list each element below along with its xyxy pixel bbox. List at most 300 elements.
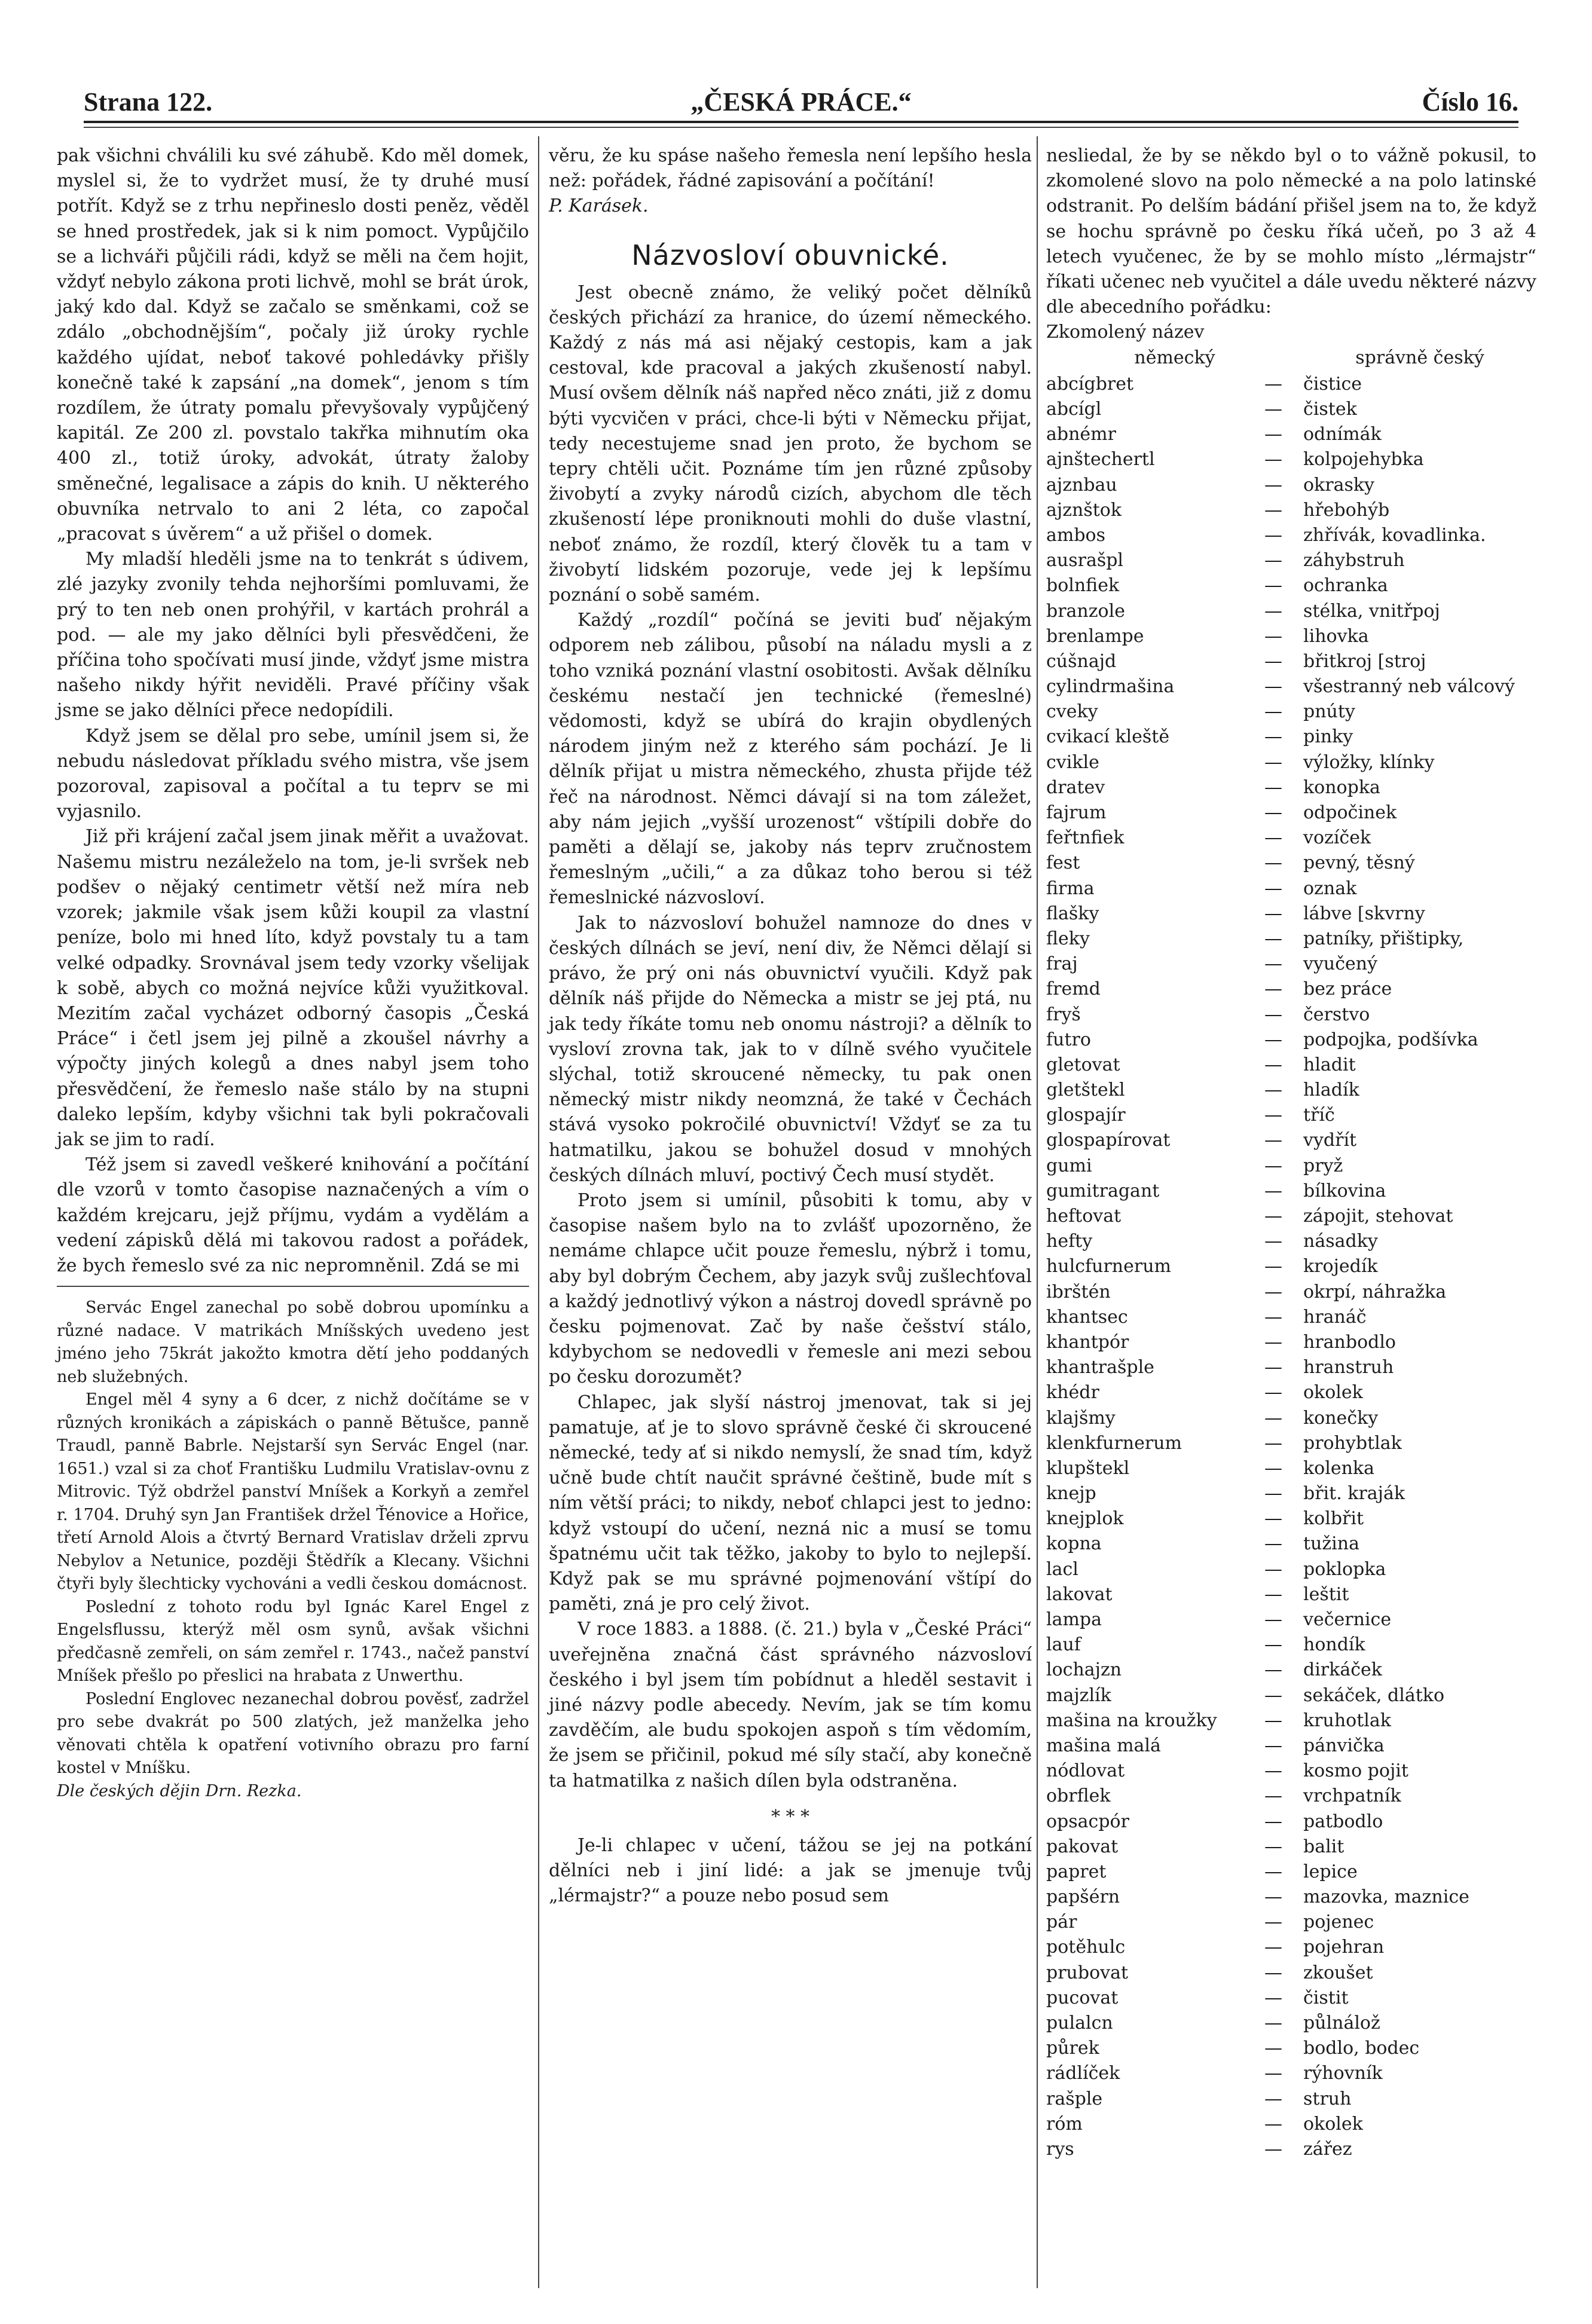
- glossary-row: [1046, 1607, 1536, 1632]
- glossary-row: [1046, 372, 1536, 397]
- column-divider-1: [538, 136, 539, 2288]
- glossary-czech-term: vydřít: [1303, 1130, 1357, 1151]
- glossary-czech-term: vyučený: [1303, 953, 1378, 975]
- glossary-row: [1046, 649, 1536, 674]
- glossary-czech-term: zkoušet: [1303, 1962, 1373, 1983]
- glossary-row: [1046, 1986, 1536, 2011]
- glossary-german-term: knejp: [1046, 1483, 1096, 1505]
- glossary-row: [1046, 952, 1536, 977]
- glossary-german-term: pakovat: [1046, 1836, 1119, 1857]
- glossary-german-term: ausrašpl: [1046, 550, 1124, 571]
- glossary-german-term: rašple: [1046, 2088, 1103, 2109]
- glossary-german-term: róm: [1046, 2113, 1083, 2135]
- glossary-dash: —: [1264, 1029, 1282, 1050]
- glossary-czech-term: břit. kraják: [1303, 1483, 1405, 1505]
- glossary-row: [1046, 724, 1536, 750]
- glossary-german-term: papret: [1046, 1861, 1107, 1882]
- glossary-german-term: rádlíček: [1046, 2063, 1120, 2084]
- glossary-dash: —: [1264, 625, 1282, 647]
- glossary-german-term: klajšmy: [1046, 1407, 1116, 1429]
- glossary-row: [1046, 1885, 1536, 1910]
- glossary-dash: —: [1264, 1634, 1282, 1656]
- glossary-german-term: lacl: [1046, 1558, 1078, 1580]
- glossary-czech-term: oznak: [1303, 877, 1357, 899]
- glossary-german-term: lochajzn: [1046, 1659, 1122, 1681]
- glossary-row: [1046, 1834, 1536, 1860]
- glossary-czech-term: lábve [skvrny: [1303, 903, 1425, 924]
- glossary-german-term: fryš: [1046, 1004, 1081, 1025]
- glossary-german-term: abcígl: [1046, 399, 1102, 420]
- glossary-row: [1046, 1683, 1536, 1708]
- glossary-row: [1046, 1658, 1536, 1683]
- glossary-dash: —: [1264, 1407, 1282, 1429]
- article-paragraph: Proto jsem si umínil, působiti k tomu, aby v časopise našem bylo na to zvlášť upozorněno, že nemáme chlapce učit pouze řemeslu, nýbrž i tomu, aby byl dobrým Čechem, aby jazyk svůj zušlechťoval a každý jednotlivý výkon a nástroj dovedl správně po česku pojmenovat. Zač by naše češství stálo, kdybychom se nedovedli v řemesle ani mezi sebou po česku dorozumět?: [549, 1189, 1032, 1388]
- glossary-dash: —: [1264, 1357, 1282, 1378]
- glossary-czech-term: vrchpatník: [1303, 1785, 1401, 1807]
- glossary-row: [1046, 1506, 1536, 1531]
- section-stars: * * *: [771, 1806, 810, 1827]
- glossary-dash: —: [1264, 1054, 1282, 1075]
- article-paragraph: Je-li chlapec v učení, tážou se jej na potkání dělníci neb i jiní lidé: a jak se jmenuje tvůj „lérmajstr?“ a pouze nebo posud sem: [549, 1835, 1032, 1907]
- glossary-czech-term: mazovka, maznice: [1303, 1886, 1469, 1908]
- glossary-dash: —: [1264, 449, 1282, 470]
- glossary-czech-term: kosmo pojit: [1303, 1760, 1408, 1782]
- glossary-row: [1046, 1280, 1536, 1305]
- glossary-dash: —: [1264, 676, 1282, 698]
- glossary-dash: —: [1264, 2138, 1282, 2160]
- glossary-dash: —: [1264, 424, 1282, 445]
- history-paragraph: Servác Engel zanechal po sobě dobrou upomínku a různé nadace. V matrikách Mníšských uvedeno jest jméno jeho 75krát jakožto kmotra dětí jeho poddaných neb služebných.: [57, 1298, 529, 1386]
- glossary-row: [1046, 1708, 1536, 1733]
- glossary-row: [1046, 447, 1536, 472]
- article-paragraph: pak všichni chválili ku své záhubě. Kdo měl domek, myslel si, že to vydržet musí, že ty druhé musí potřít. Když se z trhu nepřineslo dosti peněz, věděl se hned prostředek, jak si k nim pomoct. Vypůjčilo se a lichváři půjčili rádi, když se měli na čem hojit, vždyť nebylo zákona proti lichvě, mohl se brát úrok, jaký kdo dal. Když se začalo se směnkami, což se zdálo „obchodnějším“, počaly již úroky rychle každého ujídat, neboť takové pohledávky přišly konečně také k zapsání „na domek“, jenom s tím rozdílem, že útraty pomalu převyšovaly vypůjčený kapitál. Ze 200 zl. povstalo takřka mihnutím oka 400 zl., totiž úroky, advokát, útraty žaloby směnečné, legalisace a zápis do knih. U některého obuvníka netrvalo to ani 2 léta, co započal „pracovat s úvěrem“ a už přišel o domek.: [57, 145, 529, 545]
- glossary-dash: —: [1264, 701, 1282, 723]
- glossary-czech-term: pánvička: [1303, 1735, 1385, 1756]
- glossary-dash: —: [1264, 1382, 1282, 1403]
- glossary-row: [1046, 800, 1536, 825]
- glossary-dash: —: [1264, 1760, 1282, 1782]
- glossary-german-term: fraj: [1046, 953, 1078, 975]
- glossary-dash: —: [1264, 802, 1282, 824]
- glossary-row: [1046, 1481, 1536, 1506]
- glossary-czech-term: čistek: [1303, 399, 1357, 420]
- glossary-caption: Zkomolený název: [1046, 322, 1205, 343]
- glossary-czech-term: poklopka: [1303, 1558, 1386, 1580]
- glossary-row: [1046, 851, 1536, 876]
- article-paragraph: Když jsem se dělal pro sebe, umínil jsem si, že nebudu následovat příkladu svého mistra, vše jsem pozoroval, zapisoval a počítal a tu teprv se mi vyjasnilo.: [57, 725, 529, 822]
- glossary-german-term: feřtnfiek: [1046, 827, 1125, 849]
- glossary-czech-term: okolek: [1303, 1382, 1363, 1403]
- glossary-czech-term: vozíček: [1303, 827, 1371, 849]
- glossary-row: [1046, 977, 1536, 1002]
- glossary-dash: —: [1264, 1861, 1282, 1882]
- glossary-row: [1046, 1380, 1536, 1405]
- glossary-dash: —: [1264, 953, 1282, 975]
- glossary-german-term: hulcfurnerum: [1046, 1256, 1171, 1277]
- glossary-dash: —: [1264, 600, 1282, 622]
- glossary-czech-term: pojenec: [1303, 1912, 1374, 1933]
- glossary-dash: —: [1264, 2063, 1282, 2084]
- glossary-dash: —: [1264, 1256, 1282, 1277]
- glossary-german-term: mašina malá: [1046, 1735, 1161, 1756]
- glossary-german-term: gumi: [1046, 1155, 1092, 1176]
- glossary-german-term: gumitragant: [1046, 1180, 1160, 1201]
- glossary-czech-term: krojedík: [1303, 1256, 1378, 1277]
- glossary-row: [1046, 876, 1536, 901]
- glossary-german-term: branzole: [1046, 600, 1125, 622]
- glossary-row: [1046, 422, 1536, 447]
- glossary-german-term: kopna: [1046, 1533, 1102, 1555]
- glossary-dash: —: [1264, 726, 1282, 748]
- glossary-row: [1046, 599, 1536, 624]
- glossary-german-term: ajznbau: [1046, 474, 1117, 496]
- glossary-german-term: obrflek: [1046, 1785, 1111, 1807]
- article-paragraph: V roce 1883. a 1888. (č. 21.) byla v „České Práci“ uveřejněna značná část správného názvosloví českého i byl jsem tím pobídnut a hleděl sestavit i jiné názvy podle abecedy. Nevím, jak se tím komu zavděčím, ale budu spokojen aspoň s tím vědomím, že jsem se přičinil, pokud mé síly stačí, aby konečně ta hatmatilka z našich dílen byla odstraněna.: [549, 1619, 1032, 1791]
- glossary-dash: —: [1264, 1659, 1282, 1681]
- glossary-czech-term: kolpojehybka: [1303, 449, 1424, 470]
- glossary-dash: —: [1264, 2113, 1282, 2135]
- glossary-dash: —: [1264, 1558, 1282, 1580]
- glossary-row: [1046, 1078, 1536, 1103]
- glossary-czech-term: sekáček, dlátko: [1303, 1684, 1445, 1706]
- glossary-row: [1046, 548, 1536, 573]
- glossary-german-term: pár: [1046, 1912, 1077, 1933]
- glossary-german-term: ajznštok: [1046, 499, 1122, 521]
- glossary-german-term: glospapírovat: [1046, 1130, 1171, 1151]
- glossary-dash: —: [1264, 1080, 1282, 1101]
- glossary-row: [1046, 1809, 1536, 1834]
- article-paragraph: nesliedal, že by se někdo byl o to vážně pokusil, to zkomolené slovo na polo německé a na polo latinské odstranit. Po delším bádání přišel jsem na to, že když se hochu správně po česku říká učeň, po 3 až 4 letech vyučenec, že by se mohlo místo „lérmajstr“ říkati učenec neb vyučitel a dále uvedu některé názvy dle abecedního pořádku:: [1046, 145, 1536, 318]
- glossary-row: [1046, 775, 1536, 800]
- glossary-german-term: majzlík: [1046, 1684, 1111, 1706]
- glossary-german-term: mašina na kroužky: [1046, 1710, 1217, 1731]
- glossary-czech-term: lepice: [1303, 1861, 1358, 1882]
- glossary-german-term: ibrštén: [1046, 1281, 1111, 1302]
- glossary-col-german: německý: [1134, 347, 1215, 368]
- glossary-row: [1046, 901, 1536, 926]
- glossary-german-term: pulalcn: [1046, 2013, 1113, 2034]
- glossary-dash: —: [1264, 1912, 1282, 1933]
- glossary-dash: —: [1264, 399, 1282, 420]
- glossary-table: [1046, 372, 1536, 2162]
- article-paragraph: Jak to názvosloví bohužel namnoze do dnes v českých dílnách se jeví, není div, že Němci dělají si právo, že prý oni nás obuvnictví vyučili. Když pak dělník náš přijde do Německa a mistr se jej ptá, nu jak tedy říkáte tomu neb onomu nástroji? a dělník to vysloví zrovna tak, jak to v dílně svého vyučitele slýchal, totiž skroucené německy, tu pak onen německý mistr nikdy neomzná, že také v Čechách stává vysoko pokročilé obuvnictví! Vždyť se za tu hatmatilku, jakou se bohužel dosud v mnohých českých dílnách mluví, poctivý Čech musí stydět.: [549, 912, 1032, 1186]
- glossary-dash: —: [1264, 1206, 1282, 1227]
- glossary-dash: —: [1264, 575, 1282, 597]
- glossary-czech-term: hřebohýb: [1303, 499, 1390, 521]
- glossary-german-term: ajnštechertl: [1046, 449, 1155, 470]
- glossary-row: [1046, 1305, 1536, 1330]
- page-header: [84, 87, 1518, 123]
- glossary-german-term: cylindrmašina: [1046, 676, 1175, 698]
- glossary-czech-term: tužina: [1303, 1533, 1359, 1555]
- glossary-dash: —: [1264, 1457, 1282, 1479]
- glossary-czech-term: pinky: [1303, 726, 1353, 748]
- glossary-czech-term: ochranka: [1303, 575, 1388, 597]
- glossary-row: [1046, 2061, 1536, 2086]
- glossary-dash: —: [1264, 474, 1282, 496]
- glossary-row: [1046, 1154, 1536, 1179]
- glossary-dash: —: [1264, 1483, 1282, 1505]
- issue-number: Číslo 16.: [1422, 87, 1518, 117]
- glossary-czech-term: pojehran: [1303, 1937, 1385, 1958]
- glossary-row: [1046, 397, 1536, 422]
- glossary-german-term: papšérn: [1046, 1886, 1120, 1908]
- glossary-dash: —: [1264, 2013, 1282, 2034]
- glossary-header: [1046, 345, 1536, 371]
- glossary-czech-term: zápojit, stehovat: [1303, 1206, 1453, 1227]
- glossary-german-term: brenlampe: [1046, 625, 1144, 647]
- glossary-czech-term: hladit: [1303, 1054, 1356, 1075]
- glossary-dash: —: [1264, 2038, 1282, 2059]
- glossary-czech-term: rýhovník: [1303, 2063, 1383, 2084]
- glossary-dash: —: [1264, 1735, 1282, 1756]
- glossary-row: [1046, 523, 1536, 548]
- column-2: [549, 143, 1032, 1909]
- glossary-german-term: khantpór: [1046, 1331, 1129, 1353]
- journal-title: „ČESKÁ PRÁCE.“: [690, 87, 912, 117]
- glossary-dash: —: [1264, 1684, 1282, 1706]
- glossary-czech-term: odnímák: [1303, 424, 1382, 445]
- glossary-dash: —: [1264, 776, 1282, 798]
- glossary-czech-term: konečky: [1303, 1407, 1379, 1429]
- glossary-german-term: cveky: [1046, 701, 1098, 723]
- glossary-czech-term: kruhotlak: [1303, 1710, 1391, 1731]
- glossary-row: [1046, 1053, 1536, 1078]
- glossary-dash: —: [1264, 827, 1282, 849]
- glossary-czech-term: zhřívák, kovadlinka.: [1303, 524, 1486, 546]
- glossary-dash: —: [1264, 1180, 1282, 1201]
- glossary-row: [1046, 1759, 1536, 1784]
- glossary-german-term: khantrašple: [1046, 1357, 1154, 1378]
- history-paragraph: Poslední z tohoto rodu byl Ignác Karel Engel z Engelsflussu, kterýž měl osm synů, avšak všichni předčasně zemřeli, on sám zemřel r. 1743., načež panství Mníšek přešlo po přeslici na hrabata z Unwerthu.: [57, 1597, 529, 1686]
- glossary-czech-term: večernice: [1303, 1609, 1392, 1631]
- glossary-dash: —: [1264, 1710, 1282, 1731]
- glossary-row: [1046, 2011, 1536, 2036]
- glossary-row: [1046, 825, 1536, 851]
- glossary-row: [1046, 926, 1536, 952]
- glossary-dash: —: [1264, 978, 1282, 1000]
- glossary-row: [1046, 1456, 1536, 1481]
- glossary-row: [1046, 1733, 1536, 1759]
- glossary-dash: —: [1264, 1231, 1282, 1252]
- glossary-czech-term: bílkovina: [1303, 1180, 1386, 1201]
- glossary-czech-term: čistice: [1303, 373, 1362, 395]
- glossary-german-term: fest: [1046, 852, 1080, 874]
- history-paragraph: Engel měl 4 syny a 6 dcer, z nichž dočítáme se v různých kronikách a zápiskách o panně Bětušce, panně Traudl, panně Babrle. Nejstarší syn Servác Engel (nar. 1651.) vzal si za choť Františku Ludmilu Vratislav-ovnu z Mitrovic. Týž obdržel panství Mníšek a Korkyň a zemřel r. 1704. Druhý syn Jan František držel Ťénovice a Hořice, třetí Arnold Alois a čtvrtý Bernard Vratislav drželi zprvu Nebylov a Netunice, později Štědřík a Klecany. Všichni čtyři byly šlechticky vychováni a vedli českou domácnost.: [57, 1390, 529, 1594]
- glossary-dash: —: [1264, 550, 1282, 571]
- history-paragraph: Poslední Englovec nezanechal dobrou pověsť, zadržel pro sebe dvakrát po 500 zlatých, jež manželka jeho věnovati chtěla k opatření votivního obrazu pro farní kostel v Mníšku.: [57, 1689, 529, 1778]
- glossary-dash: —: [1264, 1331, 1282, 1353]
- glossary-czech-term: okrasky: [1303, 474, 1374, 496]
- glossary-dash: —: [1264, 1432, 1282, 1454]
- glossary-czech-term: hondík: [1303, 1634, 1365, 1656]
- glossary-row: [1046, 498, 1536, 523]
- glossary-czech-term: hladík: [1303, 1080, 1359, 1101]
- glossary-czech-term: čerstvo: [1303, 1004, 1370, 1025]
- glossary-german-term: fleky: [1046, 928, 1090, 949]
- glossary-german-term: futro: [1046, 1029, 1091, 1050]
- glossary-row: [1046, 1531, 1536, 1557]
- glossary-german-term: glospajír: [1046, 1105, 1126, 1126]
- glossary-czech-term: kolbřit: [1303, 1508, 1364, 1530]
- glossary-german-term: gletštekl: [1046, 1080, 1125, 1101]
- glossary-czech-term: čistit: [1303, 1987, 1349, 2008]
- glossary-dash: —: [1264, 1583, 1282, 1605]
- glossary-dash: —: [1264, 1130, 1282, 1151]
- glossary-row: [1046, 1028, 1536, 1053]
- glossary-czech-term: záhybstruh: [1303, 550, 1405, 571]
- glossary-row: [1046, 750, 1536, 775]
- article-title: Názvosloví obuvnické.: [631, 238, 949, 271]
- glossary-row: [1046, 2087, 1536, 2112]
- glossary-german-term: lauf: [1046, 1634, 1081, 1656]
- glossary-row: [1046, 624, 1536, 649]
- glossary-german-term: půrek: [1046, 2038, 1099, 2059]
- glossary-german-term: firma: [1046, 877, 1095, 899]
- glossary-german-term: fremd: [1046, 978, 1101, 1000]
- glossary-german-term: heftovat: [1046, 1206, 1122, 1227]
- glossary-czech-term: pevný, těsný: [1303, 852, 1415, 874]
- glossary-czech-term: lihovka: [1303, 625, 1369, 647]
- glossary-czech-term: dirkáček: [1303, 1659, 1382, 1681]
- glossary-german-term: nódlovat: [1046, 1760, 1125, 1782]
- glossary-czech-term: okolek: [1303, 2113, 1363, 2135]
- glossary-dash: —: [1264, 524, 1282, 546]
- glossary-row: [1046, 1860, 1536, 1885]
- history-signature: Dle českých dějin Drn. Rezka.: [57, 1781, 302, 1800]
- column-3: [1046, 143, 1536, 2162]
- glossary-german-term: opsacpór: [1046, 1811, 1129, 1832]
- glossary-row: [1046, 1103, 1536, 1128]
- glossary-dash: —: [1264, 1155, 1282, 1176]
- glossary-german-term: flašky: [1046, 903, 1099, 924]
- glossary-row: [1046, 1431, 1536, 1456]
- glossary-czech-term: prohybtlak: [1303, 1432, 1402, 1454]
- glossary-german-term: pucovat: [1046, 1987, 1119, 2008]
- glossary-czech-term: hranbodlo: [1303, 1331, 1396, 1353]
- glossary-german-term: bolnfiek: [1046, 575, 1120, 597]
- article-paragraph: Chlapec, jak slyší nástroj jmenovat, tak si jej pamatuje, ať je to slovo správně české či skroucené německé, tedy ať si nikdo nemyslí, že snad tím, když učně bude chtít naučit správné češtině, bude mít s ním větší práci; to nikdy, neboť chlapci jest to jedno: když vstoupí do učení, nezná nic a musí se tomu špatnému učit tak těžko, jakoby to bylo to nejlepší. Když pak se mu správné pojmenování vštípí do paměti, zná je pro celý život.: [549, 1392, 1032, 1615]
- glossary-german-term: khédr: [1046, 1382, 1099, 1403]
- glossary-german-term: cvikací kleště: [1046, 726, 1170, 748]
- header-rule-thin: [84, 127, 1518, 128]
- glossary-row: [1046, 1784, 1536, 1809]
- glossary-dash: —: [1264, 1937, 1282, 1958]
- glossary-dash: —: [1264, 1281, 1282, 1302]
- glossary-dash: —: [1264, 2088, 1282, 2109]
- glossary-czech-term: hranáč: [1303, 1306, 1367, 1328]
- glossary-dash: —: [1264, 499, 1282, 521]
- glossary-czech-term: kolenka: [1303, 1457, 1374, 1479]
- glossary-dash: —: [1264, 1886, 1282, 1908]
- glossary-czech-term: patníky, přištipky,: [1303, 928, 1464, 949]
- glossary-dash: —: [1264, 1004, 1282, 1025]
- glossary-row: [1046, 1632, 1536, 1658]
- article-paragraph: Každý „rozdíl“ počíná se jeviti buď nějakým odporem neb zálibou, působí na náladu mysli a z toho vzniká poznání vlastní osobitosti. Avšak dělníku českému nestačí jen technické (řemeslné) vědomosti, když se ubírá do krajin obydlených národem jiným než z kterého sám pochází. Je li dělník přijat u mistra německého, zhusta přijde též řeč na národnost. Němci dávají si na tom záležet, aby nám jejich „vyšší urozenost“ vštípili dobře do paměti a dělají se, jakoby nás teprv zručnostem řemeslným „učili,“ a za důkaz toho berou si též řemeslnické názvosloví.: [549, 610, 1032, 909]
- glossary-czech-term: balit: [1303, 1836, 1345, 1857]
- glossary-row: [1046, 674, 1536, 699]
- glossary-dash: —: [1264, 373, 1282, 395]
- glossary-dash: —: [1264, 1785, 1282, 1807]
- glossary-czech-term: pnúty: [1303, 701, 1355, 723]
- glossary-german-term: abnémr: [1046, 424, 1116, 445]
- article-paragraph: Jest obecně známo, že veliký počet dělníků českých přichází za hranice, do území německého. Každý z nás má asi nějaký cestopis, kam a jak cestoval, kde pracoval a jakých zkušeností nabyl. Musí ovšem dělník náš napřed něco znáti, již z domu býti vycvičen v práci, chce-li býti v Německu přijat, tedy necestujeme snad jen proto, že bychom se tepry chtěli učit. Poznáme tím jen různé způsoby živobytí a zvyky národů cizích, abychom dle těch zkušeností lépe proniknouti mohli do duše vlastní, neboť známo, že rozdíl, který člověk tu a tam v živobytí lidském pozoruje, vede jej k lepšímu poznání o sobě samém.: [549, 282, 1032, 606]
- glossary-row: [1046, 2137, 1536, 2162]
- column-1: [57, 143, 529, 1803]
- glossary-czech-term: všestranný neb válcový: [1303, 676, 1515, 698]
- header-rule: [84, 121, 1518, 123]
- glossary-row: [1046, 1935, 1536, 1960]
- glossary-czech-term: struh: [1303, 2088, 1352, 2109]
- glossary-german-term: hefty: [1046, 1231, 1093, 1252]
- article-paragraph: Též jsem si zavedl veškeré knihování a počítání dle vzorů v tomto časopise naznačených a vím o každém krejcaru, jejž příjmu, vydám a vydělám a vedení zápisků dělá mi takovou radost a pořádek, že bych řemeslo své za nic nepromněnil. Zdá se mi: [57, 1154, 529, 1276]
- glossary-row: [1046, 473, 1536, 498]
- glossary-row: [1046, 1406, 1536, 1431]
- glossary-dash: —: [1264, 1811, 1282, 1832]
- glossary-row: [1046, 1002, 1536, 1028]
- glossary-german-term: dratev: [1046, 776, 1105, 798]
- glossary-german-term: potěhulc: [1046, 1937, 1126, 1958]
- glossary-german-term: knejplok: [1046, 1508, 1124, 1530]
- glossary-german-term: prubovat: [1046, 1962, 1129, 1983]
- glossary-dash: —: [1264, 1987, 1282, 2008]
- glossary-german-term: gletovat: [1046, 1054, 1120, 1075]
- glossary-dash: —: [1264, 650, 1282, 672]
- glossary-czech-term: stélka, vnitřpoj: [1303, 600, 1440, 622]
- glossary-czech-term: výložky, klínky: [1303, 751, 1435, 773]
- glossary-dash: —: [1264, 1836, 1282, 1857]
- glossary-czech-term: půlnálož: [1303, 2013, 1380, 2034]
- glossary-row: [1046, 1355, 1536, 1380]
- section-divider: [57, 1286, 529, 1287]
- glossary-german-term: cúšnajd: [1046, 650, 1117, 672]
- glossary-row: [1046, 1557, 1536, 1582]
- glossary-dash: —: [1264, 903, 1282, 924]
- glossary-german-term: fajrum: [1046, 802, 1107, 824]
- glossary-german-term: klenkfurnerum: [1046, 1432, 1182, 1454]
- glossary-row: [1046, 1204, 1536, 1229]
- glossary-czech-term: bodlo, bodec: [1303, 2038, 1420, 2059]
- glossary-german-term: lampa: [1046, 1609, 1102, 1631]
- glossary-dash: —: [1264, 1533, 1282, 1555]
- glossary-row: [1046, 1910, 1536, 1935]
- glossary-czech-term: konopka: [1303, 776, 1380, 798]
- glossary-german-term: cvikle: [1046, 751, 1099, 773]
- glossary-dash: —: [1264, 852, 1282, 874]
- glossary-german-term: ambos: [1046, 524, 1105, 546]
- article-paragraph: Již při krájení začal jsem jinak měřit a uvažovat. Našemu mistru nezáleželo na tom, je-li svršek neb podšev o nějaký centimetr větší než míra neb vzorek; jakmile však jsem kůži koupil za vlastní peníze, bolo mi hned líto, když povstaly tu a tam velké odpadky. Srovnával jsem tedy vzorky všelijak k sobě, abych co možná nejvíce kůži využitkoval. Mezitím začal vycházet odborný časopis „Česká Práce“ i četl jsem jej pilně a zkoušel návrhy a výpočty jiných kolegů a dnes nabyl jsem toho přesvědčení, že řemeslo naše stálo by na stupni daleko lepším, kdyby všichni tak byli pokračovali jak se jim to radí.: [57, 826, 529, 1150]
- glossary-row: [1046, 699, 1536, 724]
- closing-paragraph: věru, že ku spáse našeho řemesla není lepšího hesla než: pořádek, řádné zapisování a počítání!: [549, 145, 1032, 192]
- glossary-row: [1046, 2036, 1536, 2061]
- glossary-row: [1046, 2112, 1536, 2137]
- glossary-czech-term: odpočinek: [1303, 802, 1397, 824]
- glossary-dash: —: [1264, 751, 1282, 773]
- glossary-dash: —: [1264, 1105, 1282, 1126]
- glossary-german-term: rys: [1046, 2138, 1074, 2160]
- glossary-row: [1046, 1229, 1536, 1254]
- glossary-dash: —: [1264, 928, 1282, 949]
- glossary-row: [1046, 573, 1536, 598]
- glossary-czech-term: leštit: [1303, 1583, 1349, 1605]
- column-divider-2: [1037, 136, 1038, 2288]
- glossary-row: [1046, 1582, 1536, 1607]
- glossary-german-term: khantsec: [1046, 1306, 1128, 1328]
- glossary-czech-term: tříč: [1303, 1105, 1335, 1126]
- author-signature: P. Karásek.: [549, 195, 649, 217]
- glossary-german-term: abcígbret: [1046, 373, 1134, 395]
- glossary-czech-term: patbodlo: [1303, 1811, 1383, 1832]
